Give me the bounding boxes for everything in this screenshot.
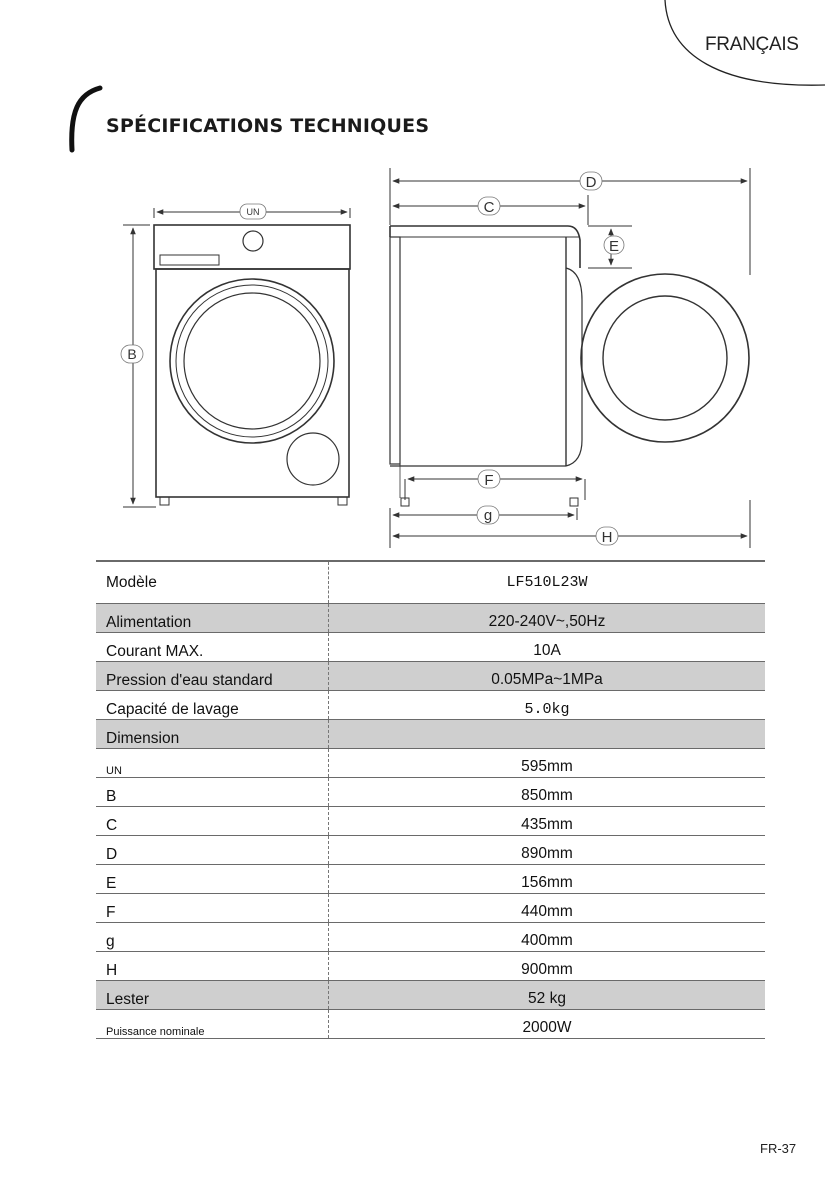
- language-label: FRANÇAIS: [705, 34, 799, 55]
- row-key: Puissance nominale: [96, 1010, 329, 1039]
- row-key: Lester: [96, 981, 329, 1010]
- table-row-dim-f: [96, 894, 765, 923]
- front-view: [154, 225, 350, 505]
- table-row-dim-h: [96, 952, 765, 981]
- row-key: B: [96, 778, 329, 807]
- row-key: C: [96, 807, 329, 836]
- row-value: 900mm: [329, 952, 766, 981]
- row-key: UN: [96, 749, 329, 778]
- row-value: 595mm: [329, 749, 766, 778]
- row-value: 850mm: [329, 778, 766, 807]
- table-row-dim-c: [96, 807, 765, 836]
- table-row-dim-e: [96, 865, 765, 894]
- row-value: LF510L23W: [329, 561, 766, 604]
- table-row-capacity: [96, 691, 765, 720]
- row-key: Courant MAX.: [96, 633, 329, 662]
- table-row-weight: [96, 981, 765, 1010]
- row-key: F: [96, 894, 329, 923]
- specifications-table: [96, 560, 765, 1039]
- row-value: 5.0kg: [329, 691, 766, 720]
- row-value: 440mm: [329, 894, 766, 923]
- dim-label-f: F: [484, 472, 494, 489]
- row-value: 0.05MPa~1MPa: [329, 662, 766, 691]
- row-key: Alimentation: [96, 604, 329, 633]
- dim-label-un: UN: [246, 207, 260, 217]
- row-key: Dimension: [96, 720, 329, 749]
- table-row-max-current: [96, 633, 765, 662]
- row-key: Capacité de lavage: [96, 691, 329, 720]
- row-value: 400mm: [329, 923, 766, 952]
- row-key: D: [96, 836, 329, 865]
- row-value: 52 kg: [329, 981, 766, 1010]
- dim-label-d: D: [585, 174, 597, 191]
- page-number: FR-37: [760, 1141, 797, 1156]
- row-value: 2000W: [329, 1010, 766, 1039]
- row-key: E: [96, 865, 329, 894]
- washing-machine-dimension-diagram: [0, 0, 839, 560]
- row-key: g: [96, 923, 329, 952]
- row-value: 10A: [329, 633, 766, 662]
- row-key: H: [96, 952, 329, 981]
- dim-label-b: B: [127, 346, 137, 362]
- dim-label-c: C: [483, 199, 495, 216]
- row-value: 435mm: [329, 807, 766, 836]
- table-row-dim-un: [96, 749, 765, 778]
- table-row-dimension: [96, 720, 765, 749]
- table-row-dim-b: [96, 778, 765, 807]
- table-row-dim-g: [96, 923, 765, 952]
- row-value: 156mm: [329, 865, 766, 894]
- side-view: [390, 226, 749, 506]
- row-value: 890mm: [329, 836, 766, 865]
- table-row-power-supply: [96, 604, 765, 633]
- dim-label-g: g: [483, 507, 493, 524]
- table-row-rated-power: [96, 1010, 765, 1039]
- table-row-dim-d: [96, 836, 765, 865]
- dim-label-h: H: [601, 529, 613, 546]
- dim-label-e: E: [608, 238, 620, 255]
- row-value: [329, 720, 766, 749]
- row-key: Pression d'eau standard: [96, 662, 329, 691]
- table-row-model: [96, 561, 765, 604]
- row-value: 220-240V~,50Hz: [329, 604, 766, 633]
- table-row-water-pressure: [96, 662, 765, 691]
- row-key: Modèle: [96, 561, 329, 604]
- section-title: SPÉCIFICATIONS TECHNIQUES: [106, 115, 430, 137]
